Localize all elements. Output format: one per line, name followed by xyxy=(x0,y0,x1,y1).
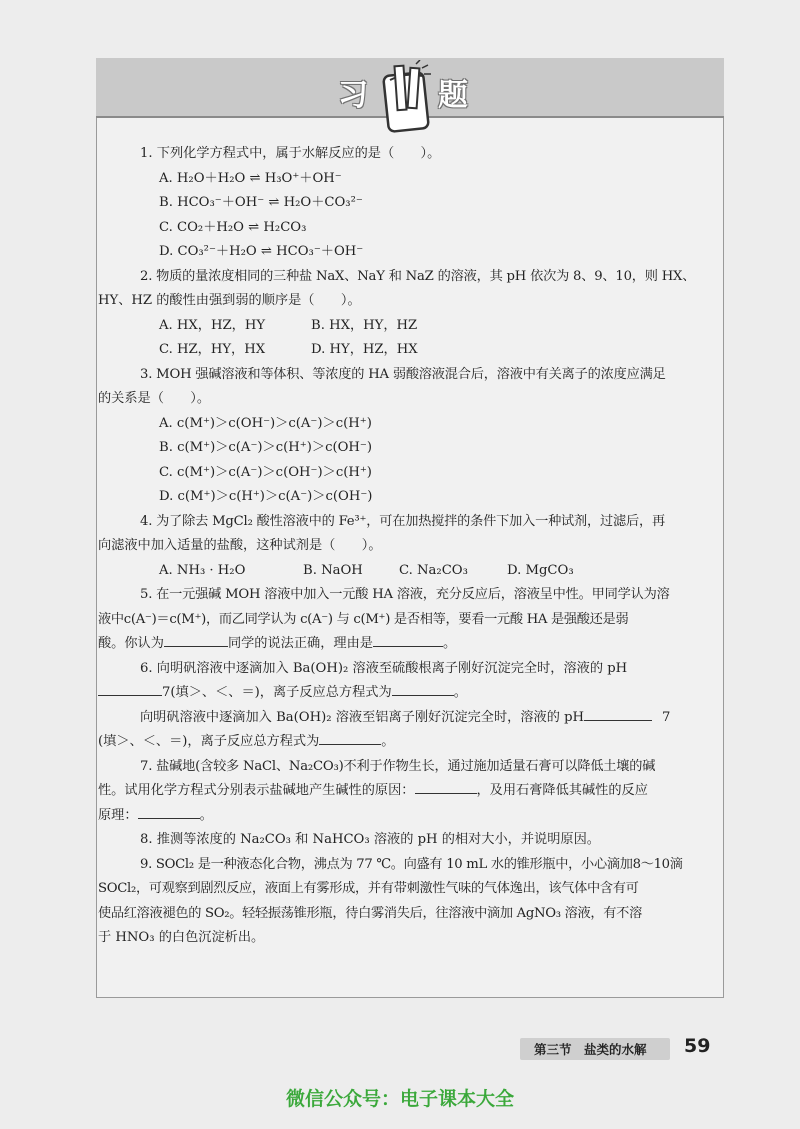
q6-stem-line2 xyxy=(98,681,708,706)
q6-text-a: 7(填＞、＜、＝)，离子反应总方程式为 xyxy=(162,685,392,700)
q3-stem-line2: 的关系是（ ）。 xyxy=(98,391,211,406)
q4-option-c: C. Na₂CO₃ xyxy=(399,562,468,578)
q3-option-d: D. c(M⁺)＞c(H⁺)＞c(A⁻)＞c(OH⁻) xyxy=(159,489,373,504)
q6-text-d: 7 xyxy=(662,709,671,725)
section-label: 第三节 盐类的水解 xyxy=(534,1042,647,1057)
q6-stem-line4 xyxy=(98,730,708,755)
q6-text-f: 。 xyxy=(381,734,395,749)
q3-option-a: A. c(M⁺)＞c(OH⁻)＞c(A⁻)＞c(H⁺) xyxy=(159,415,372,431)
q2-option-b: B. HX，HY，HZ xyxy=(311,317,418,333)
q5-answer-blank-1[interactable] xyxy=(164,634,228,647)
q5-stem-line1: 5. 在一元强碱 MOH 溶液中加入一元酸 HA 溶液，充分反应后，溶液呈中性。甲同学认为溶 xyxy=(140,587,670,602)
q4-option-d: D. MgCO₃ xyxy=(507,562,574,578)
q6-stem-line3 xyxy=(140,706,708,731)
q6-answer-blank-1[interactable] xyxy=(98,683,162,696)
q7-text-c: 原理： xyxy=(98,807,138,823)
q6-text-c: 向明矾溶液中逐滴加入 Ba(OH)₂ 溶液至铝离子刚好沉淀完全时，溶液的 pH xyxy=(140,709,585,725)
q3-option-b: B. c(M⁺)＞c(A⁻)＞c(H⁺)＞c(OH⁻) xyxy=(159,440,373,455)
q7-text-a: 性。试用化学方程式分别表示盐碱地产生碱性的原因： xyxy=(98,783,415,798)
q2-options-row2 xyxy=(140,338,708,363)
q1-option-a: A. H₂O＋H₂O ⇌ H₃O⁺＋OH⁻ xyxy=(159,170,342,186)
q5-stem-line3 xyxy=(98,632,708,657)
page-number: 59 xyxy=(684,1035,711,1057)
watermark-text: 微信公众号：电子课本大全 xyxy=(285,1088,514,1110)
title-char-2: 题 xyxy=(438,78,469,113)
q7-answer-blank-2[interactable] xyxy=(138,806,200,819)
q6-stem-line1: 6. 向明矾溶液中逐滴加入 Ba(OH)₂ 溶液至硫酸根离子刚好沉淀完全时，溶液的 pH xyxy=(140,660,628,676)
q5-text-b: 同学的说法正确，理由是 xyxy=(227,636,373,651)
q1-option-c: C. CO₂＋H₂O ⇌ H₂CO₃ xyxy=(159,219,307,235)
q2-stem-line1: 2. 物质的量浓度相同的三种盐 NaX、NaY 和 NaZ 的溶液，其 pH 依次为 8、9、10，则 HX、 xyxy=(140,268,696,284)
q6-answer-blank-4[interactable] xyxy=(319,732,381,745)
q5-text-c: 。 xyxy=(443,636,457,651)
q2-option-a: A. HX，HZ，HY xyxy=(159,317,266,333)
q2-option-c: C. HZ，HY，HX xyxy=(159,342,266,357)
notebook-pencil-icon xyxy=(380,60,436,136)
q9-stem-line3: 使品红溶液褪色的 SO₂。轻轻振荡锥形瓶，待白雾消失后，往溶液中滴加 AgNO₃ 溶液，有不溶 xyxy=(98,905,642,921)
q4-options-row xyxy=(140,559,708,584)
q7-text-b: ，及用石膏降低其碱性的反应 xyxy=(476,783,648,798)
q4-option-b: B. NaOH xyxy=(303,562,363,578)
q6-text-e: (填＞、＜、＝)，离子反应总方程式为 xyxy=(98,734,320,749)
exercise-content xyxy=(98,142,708,951)
q6-text-b: 。 xyxy=(453,685,467,700)
q3-option-c: C. c(M⁺)＞c(A⁻)＞c(OH⁻)＞c(H⁺) xyxy=(159,464,372,480)
q2-options-row1 xyxy=(140,314,708,339)
q4-option-a: A. NH₃ · H₂O xyxy=(159,562,246,578)
q7-stem-line1: 7. 盐碱地(含较多 NaCl、Na₂CO₃)不利于作物生长，通过施加适量石膏可以降低土壤的碱 xyxy=(140,758,656,774)
q4-stem-line2: 向滤液中加入适量的盐酸，这种试剂是（ ）。 xyxy=(98,538,382,553)
q2-stem-line2: HY、HZ 的酸性由强到弱的顺序是（ ）。 xyxy=(98,293,361,308)
q7-text-d: 。 xyxy=(199,807,213,823)
q1-option-b: B. HCO₃⁻＋OH⁻ ⇌ H₂O＋CO₃²⁻ xyxy=(159,195,363,210)
q8-stem: 8. 推测等浓度的 Na₂CO₃ 和 NaHCO₃ 溶液的 pH 的相对大小，并说明原因。 xyxy=(140,832,600,847)
q7-answer-blank-1[interactable] xyxy=(415,781,477,794)
q2-option-d: D. HY，HZ，HX xyxy=(311,342,418,357)
q6-answer-blank-2[interactable] xyxy=(392,683,454,696)
q1-option-d: D. CO₃²⁻＋H₂O ⇌ HCO₃⁻＋OH⁻ xyxy=(159,244,364,259)
q1-stem: 1. 下列化学方程式中，属于水解反应的是（ ）。 xyxy=(140,146,441,161)
q9-stem-line1: 9. SOCl₂ 是一种液态化合物，沸点为 77 ℃。向盛有 10 mL 水的锥形瓶中，小心滴加8～10滴 xyxy=(140,856,683,872)
q9-stem-line4: 于 HNO₃ 的白色沉淀析出。 xyxy=(98,930,265,945)
q4-stem-line1: 4. 为了除去 MgCl₂ 酸性溶液中的 Fe³⁺，可在加热搅拌的条件下加入一种试剂，过滤后，再 xyxy=(140,513,665,529)
q7-stem-line2 xyxy=(98,779,708,804)
q6-answer-blank-3[interactable] xyxy=(584,708,652,721)
q5-stem-line2: 液中c(A⁻)＝c(M⁺)，而乙同学认为 c(A⁻) 与 c(M⁺) 是否相等，要看一元酸 HA 是强酸还是弱 xyxy=(98,611,629,627)
q3-stem-line1: 3. MOH 强碱溶液和等体积、等浓度的 HA 弱酸溶液混合后，溶液中有关离子的浓度应满足 xyxy=(140,366,666,382)
q7-stem-line3 xyxy=(98,804,708,829)
q9-stem-line2: SOCl₂，可观察到剧烈反应，液面上有雾形成，并有带刺激性气味的气体逸出，该气体中含有可 xyxy=(98,881,639,896)
title-char-1: 习 xyxy=(338,78,369,113)
q5-answer-blank-2[interactable] xyxy=(373,634,443,647)
q5-text-a: 酸。你认为 xyxy=(98,636,164,651)
